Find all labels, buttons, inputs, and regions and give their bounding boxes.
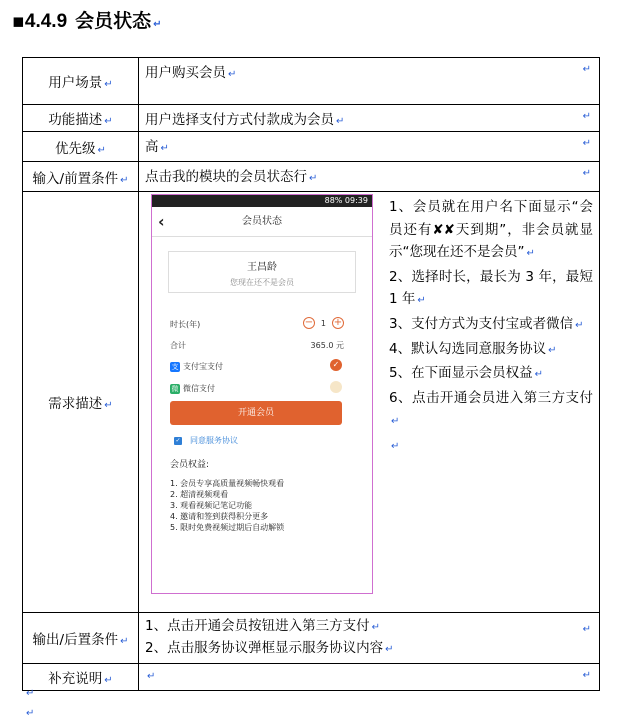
rights-item: 3. 观看视频记笔记功能 <box>170 501 253 510</box>
scene-label: 用户场景 <box>48 75 103 91</box>
empty-paragraph <box>389 434 593 459</box>
duration-stepper <box>303 317 344 329</box>
agreement-label: 同意服务协议 <box>190 436 238 445</box>
paragraph-mark-icon: ↵ <box>228 69 237 80</box>
row-output <box>23 613 600 664</box>
paragraph-mark-icon: ↵ <box>575 319 584 331</box>
function-value: 用户选择支付方式付款成为会员 <box>145 112 334 128</box>
cell-label <box>23 664 139 691</box>
requirement-item: 2、选择时长，最长为 3 年，最短 1 年 ↵ <box>389 268 593 308</box>
row-requirement <box>23 192 600 613</box>
scene-value: 用户购买会员 <box>145 65 226 81</box>
rights-item: 5. 限时免费视频过期后自动解锁 <box>170 523 285 532</box>
paragraph-mark-icon: ↵ <box>153 19 162 30</box>
paragraph-mark-icon: ↵ <box>97 144 106 156</box>
duration-label: 时长(年) <box>170 320 201 329</box>
heading-bullet: ▪ <box>12 10 25 32</box>
paragraph-mark-icon: ↵ <box>104 400 113 411</box>
input-label: 输入/前置条件 <box>32 170 119 187</box>
requirement-list <box>379 192 599 612</box>
output-label: 输出/后置条件 <box>32 632 119 648</box>
paragraph-mark-icon: ↵ <box>309 173 318 184</box>
wechat-icon: 微 <box>171 384 179 393</box>
total-label: 合计 <box>170 341 186 350</box>
cell-label <box>23 58 139 105</box>
cell-end-mark-icon: ↵ <box>582 670 591 681</box>
cell-value <box>139 613 600 664</box>
requirement-item: 5、在下面显示会员权益 ↵ <box>389 365 543 382</box>
row-function <box>23 105 600 132</box>
section-heading <box>12 6 162 33</box>
duration-row <box>170 319 344 330</box>
paragraph-mark-icon: ↵ <box>548 344 557 356</box>
requirement-item: 4、默认勾选同意服务协议 ↵ <box>389 340 557 357</box>
row-scene <box>23 58 600 105</box>
alipay-option[interactable] <box>170 361 344 372</box>
input-value: 点击我的模块的会员状态行 <box>145 169 307 185</box>
cell-value <box>139 192 600 613</box>
cell-label <box>23 105 139 132</box>
cell-label <box>23 132 139 162</box>
paragraph-mark-icon: ↵ <box>371 622 380 633</box>
plus-icon[interactable]: + <box>333 317 343 328</box>
paragraph-mark-icon: ↵ <box>104 675 113 686</box>
alipay-icon: 支 <box>171 362 179 371</box>
paragraph-mark-icon: ↵ <box>526 248 535 260</box>
paragraph-mark-icon: ↵ <box>104 116 113 127</box>
rights-item: 1. 会员专享高质量视频畅快观看 <box>170 479 285 488</box>
rights-item: 4. 邀请和签到获得积分更多 <box>170 512 269 521</box>
user-status: 您现在还不是会员 <box>230 278 294 287</box>
cell-end-mark-icon: ↵ <box>582 624 591 635</box>
member-rights <box>170 457 284 533</box>
requirement-table <box>22 57 600 691</box>
paragraph-mark-icon: ↵ <box>26 688 35 699</box>
requirement-item: 3、支付方式为支付宝或者微信 ↵ <box>389 315 584 332</box>
cell-value <box>139 162 600 192</box>
heading-number: 4.4.9 <box>24 11 68 32</box>
cell-label <box>23 192 139 613</box>
open-membership-button[interactable]: 开通会员 <box>170 401 342 425</box>
phone-status-bar: 88% 09:39 <box>152 195 372 207</box>
paragraph-mark-icon: ↵ <box>534 369 543 381</box>
cell-value <box>139 664 600 691</box>
cell-end-mark-icon: ↵ <box>582 138 591 149</box>
paragraph-mark-icon: ↵ <box>26 708 35 719</box>
wechat-option[interactable] <box>170 383 344 394</box>
user-name: 王昌龄 <box>247 262 277 273</box>
cell-label <box>23 162 139 192</box>
paragraph-mark-icon: ↵ <box>147 671 156 682</box>
radio-checked-icon[interactable]: ✓ <box>330 359 342 371</box>
cell-label <box>23 613 139 664</box>
user-card <box>168 251 356 293</box>
paragraph-mark-icon: ↵ <box>104 79 113 90</box>
extra-label: 补充说明 <box>48 671 103 687</box>
paragraph-mark-icon: ↵ <box>391 416 400 428</box>
paragraph-mark-icon: ↵ <box>417 295 426 307</box>
alipay-label: 支付宝支付 <box>183 362 223 371</box>
agreement-checkbox[interactable] <box>174 435 238 446</box>
cell-end-mark-icon: ↵ <box>582 64 591 75</box>
row-priority <box>23 132 600 162</box>
cell-end-mark-icon: ↵ <box>582 168 591 179</box>
heading-title: 会员状态 <box>75 10 152 32</box>
function-label: 功能描述 <box>48 112 103 128</box>
requirement-item: 6、点击开通会员进入第三方支付↵ <box>389 389 593 428</box>
row-input <box>23 162 600 192</box>
output-item: 2、点击服务协议弹框显示服务协议内容 ↵ <box>145 640 394 656</box>
row-extra <box>23 664 600 691</box>
paragraph-mark-icon: ↵ <box>391 440 400 452</box>
total-row <box>170 340 344 351</box>
cell-value <box>139 58 600 105</box>
wechat-label: 微信支付 <box>183 384 215 393</box>
checkbox-checked-icon: ✓ <box>175 436 181 444</box>
paragraph-mark-icon: ↵ <box>120 174 129 186</box>
total-value: 365.0 元 <box>310 341 344 350</box>
duration-value: 1 <box>320 318 326 328</box>
cell-end-mark-icon: ↵ <box>582 111 591 122</box>
priority-label: 优先级 <box>55 140 96 157</box>
paragraph-mark-icon: ↵ <box>120 636 129 647</box>
rights-item: 2. 超清视频观看 <box>170 490 229 499</box>
paragraph-mark-icon: ↵ <box>336 116 345 127</box>
paragraph-mark-icon: ↵ <box>160 143 169 154</box>
requirement-label: 需求描述 <box>48 396 103 412</box>
priority-value: 高 <box>145 139 159 155</box>
cell-value <box>139 105 600 132</box>
rights-title: 会员权益: <box>170 460 210 470</box>
output-item: 1、点击开通会员按钮进入第三方支付 ↵ <box>145 618 380 634</box>
paragraph-mark-icon: ↵ <box>385 644 394 655</box>
minus-icon[interactable]: − <box>304 317 314 328</box>
phone-nav-title: 会员状态 <box>242 216 282 227</box>
phone-nav-bar <box>152 207 372 237</box>
chevron-left-icon[interactable]: ‹ <box>158 212 165 231</box>
requirement-item: 1、会员就在用户名下面显示“会员还有✘✘天到期”，非会员就显示“您现在还不是会员” ↵ <box>389 199 593 261</box>
phone-screenshot <box>151 194 373 594</box>
radio-unchecked-icon[interactable] <box>330 381 342 393</box>
cell-value <box>139 132 600 162</box>
